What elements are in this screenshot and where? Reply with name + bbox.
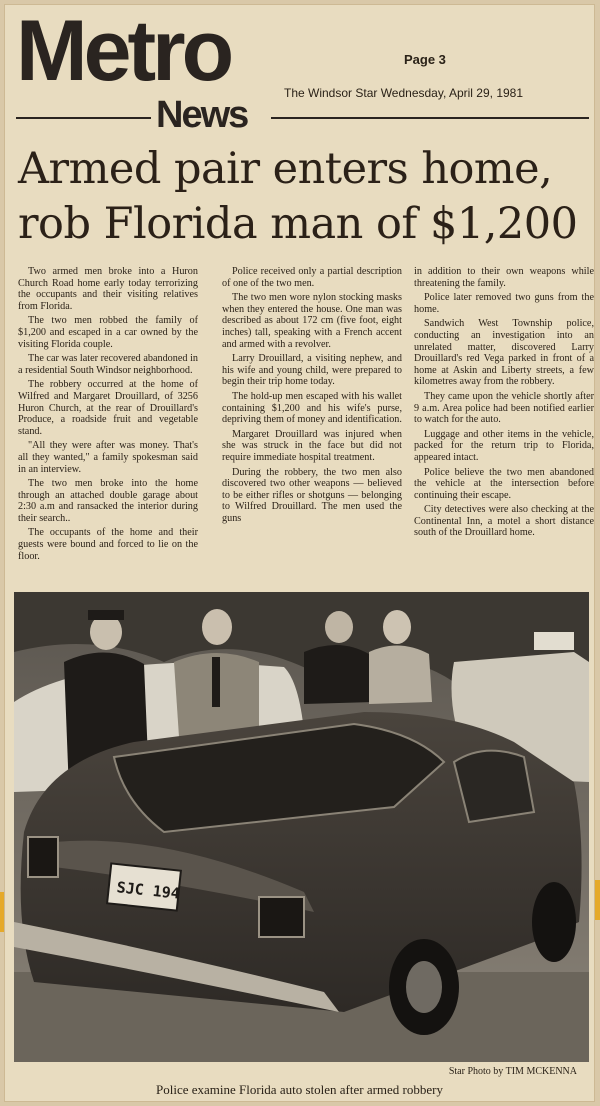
headline-line-1: Armed pair enters home, [18,144,553,194]
headline [18,142,588,252]
section-title: Metro [16,3,231,99]
paragraph: During the robbery, the two men also discovered two other weapons — believed to be either rifles or shotguns — belonging to Wilfred Drouillard. The men used the guns [222,466,402,524]
article-column-3 [414,266,594,542]
paragraph: in addition to their own weapons while threatening the family. [414,266,594,289]
paragraph: Larry Drouillard, a visiting nephew, and his wife and young child, were prepared to begin their trip home today. [222,353,402,388]
newspaper-clipping [4,4,595,1102]
paragraph: Margaret Drouillard was injured when she was struck in the face but did not require immediate hospital treatment. [222,428,402,463]
masthead-rule-right [271,117,589,119]
paragraph: The car was later recovered abandoned in a residential South Windsor neighborhood. [18,353,198,376]
paragraph: The two men robbed the family of $1,200 and escaped in a car owned by the visiting Florida couple. [18,315,198,350]
paragraph: "All they were after was money. That's all they wanted," a family spokesman said in an interview. [18,440,198,475]
paragraph: The hold-up men escaped with his wallet containing $1,200 and his wife's purse, depriving them of money and identification. [222,390,402,426]
paragraph: The robbery occurred at the home of Wilfred and Margaret Drouillard, of 3256 Huron Church, at the rear of Drouillard's Produce, a roadside fruit and vegetable stand. [18,379,198,437]
paragraph: Police received only a partial description of one of the two men. [222,266,402,289]
masthead [16,3,586,137]
paragraph: The two men wore nylon stocking masks when they entered the house. One man was described as about 172 cm (five foot, eight inches) tall, speaking with a French accent and armed with a revolver. [222,292,402,350]
section-subtitle: News [156,94,248,136]
paragraph: The occupants of the home and their guests were bound and forced to lie on the floor. [18,527,198,562]
paragraph: City detectives were also checking at the Continental Inn, a motel a short distance south of the Drouillard home. [414,504,594,539]
photo-caption: Police examine Florida auto stolen after armed robbery [156,1082,443,1097]
masthead-rule-left [16,117,151,119]
paragraph: Police believe the two men abandoned the vehicle at the intersection before continuing their escape. [414,466,594,501]
photo-credit: Star Photo by TIM MCKENNA [448,1066,577,1077]
paragraph: Sandwich West Township police, conducting an investigation into an unrelated matter, discovered Larry Drouillard's red Vega parked in front of a home at Askin and Liberty streets, a few kilometres away from the robbery. [414,318,594,388]
article-column-1 [18,266,198,565]
paragraph: Police later removed two guns from the home. [414,292,594,315]
page-number: Page 3 [404,52,446,67]
paragraph: They came upon the vehicle shortly after 9 a.m. Area police had been notified earlier to watch for the auto. [414,390,594,426]
license-plate: SJC 194 [115,878,181,903]
paragraph: Two armed men broke into a Huron Church Road home early today terrorizing the occupants and their visiting relatives from Florida. [18,266,198,312]
article-column-2 [222,266,402,527]
photo-illustration [14,592,589,1062]
dateline: The Windsor Star Wednesday, April 29, 1981 [284,86,524,100]
news-photo [14,592,589,1062]
paragraph: Luggage and other items in the vehicle, packed for the return trip to Florida, appeared intact. [414,428,594,463]
paragraph: The two men broke into the home through an attached double garage about 2:30 a.m and ransacked the interior during their search.. [18,478,198,524]
headline-line-2: rob Florida man of $1,200 [18,199,578,249]
